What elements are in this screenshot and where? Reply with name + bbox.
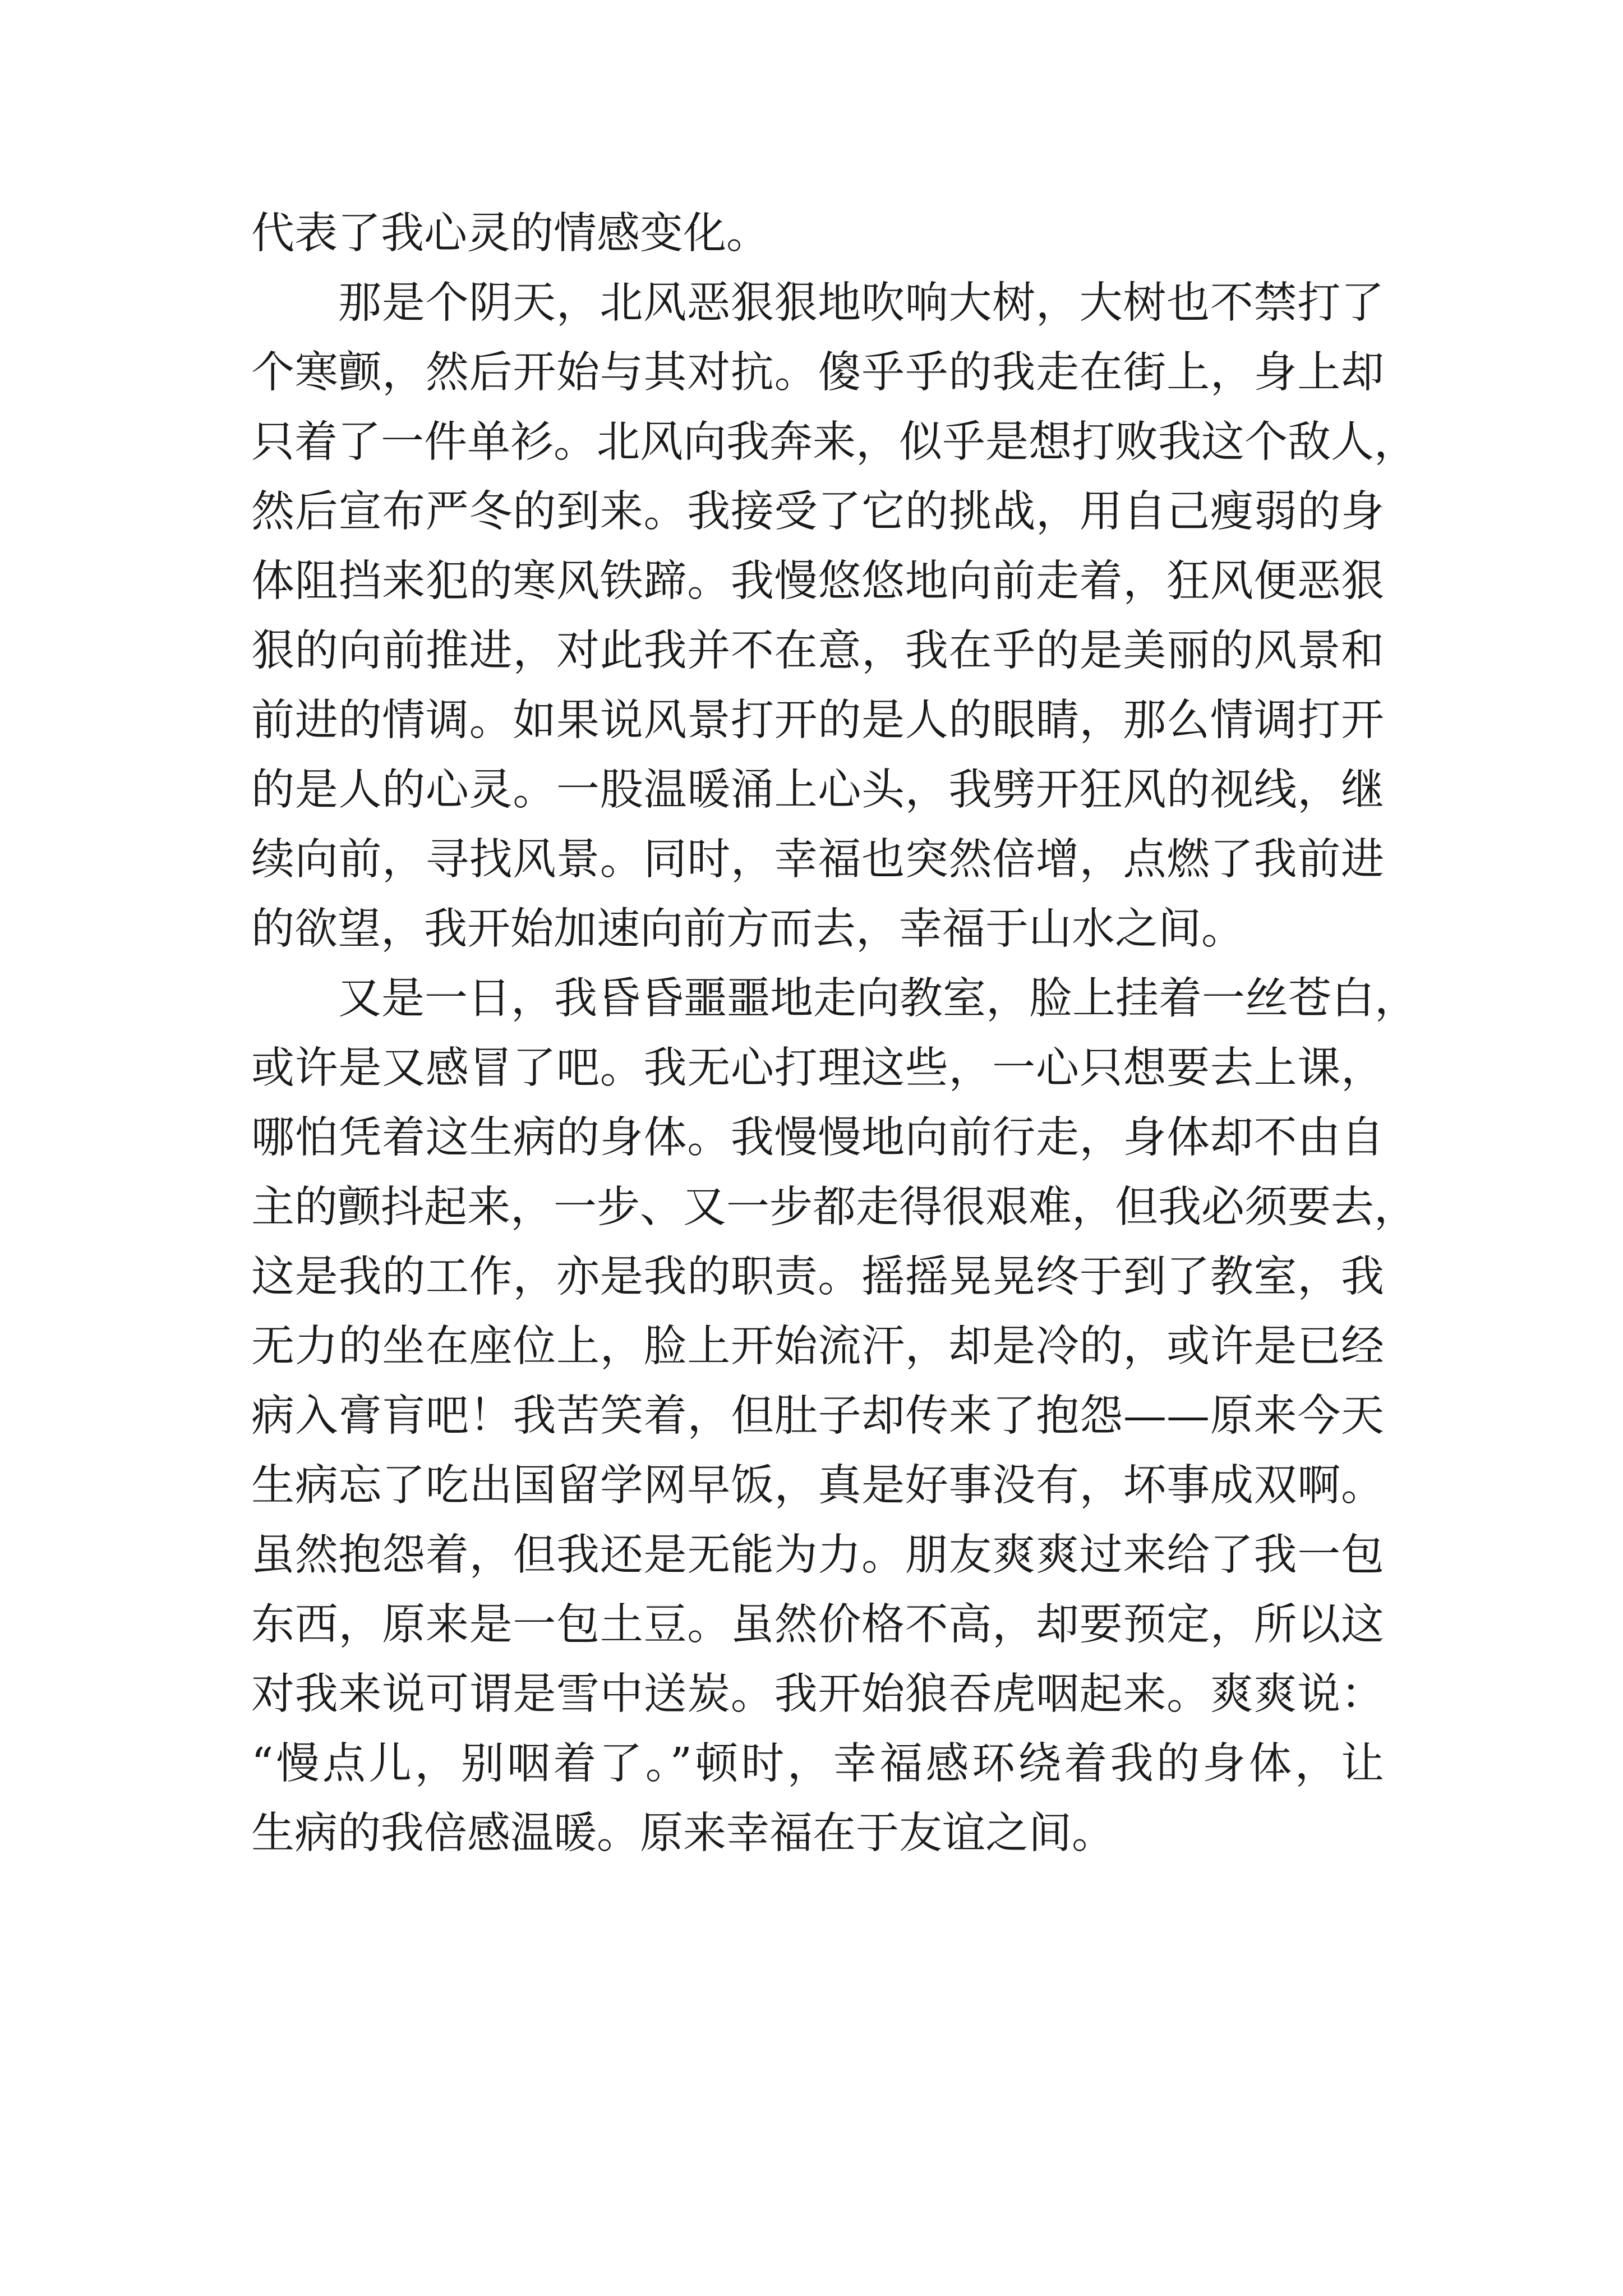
text-line: 东西，原来是一包土豆。虽然价格不高，却要预定，所以这 xyxy=(251,1600,1384,1650)
text-line: 代表了我心灵的情感变化。 xyxy=(251,209,769,259)
text-line: 虽然抱怨着，但我还是无能为力。朋友爽爽过来给了我一包 xyxy=(251,1530,1384,1580)
text-line: 的是人的心灵。一股温暖涌上心头，我劈开狂风的视线，继 xyxy=(251,765,1384,815)
text-line: 哪怕凭着这生病的身体。我慢慢地向前行走，身体却不由自 xyxy=(251,1113,1384,1163)
text-line: 前进的情调。如果说风景打开的是人的眼睛，那么情调打开 xyxy=(251,696,1384,746)
text-line: 个寒颤，然后开始与其对抗。傻乎乎的我走在街上，身上却 xyxy=(251,348,1384,398)
paragraph-first-line: 又是一日，我昏昏噩噩地走向教室，脸上挂着一丝苍白， xyxy=(338,974,1418,1024)
text-line: 体阻挡来犯的寒风铁蹄。我慢悠悠地向前走着，狂风便恶狠 xyxy=(251,556,1384,606)
text-line: 主的颤抖起来，一步、又一步都走得很艰难，但我必须要去， xyxy=(251,1182,1417,1232)
text-line: “慢点儿，别咽着了。”顿时，幸福感环绕着我的身体，让 xyxy=(251,1739,1384,1789)
text-line: 续向前，寻找风景。同时，幸福也突然倍增，点燃了我前进 xyxy=(251,835,1384,885)
text-line: 然后宣布严冬的到来。我接受了它的挑战，用自己瘦弱的身 xyxy=(251,487,1384,537)
text-line: 对我来说可谓是雪中送炭。我开始狼吞虎咽起来。爽爽说： xyxy=(251,1669,1384,1719)
text-line: 只着了一件单衫。北风向我奔来，似乎是想打败我这个敌人， xyxy=(251,417,1417,467)
text-line: 的欲望，我开始加速向前方而去，幸福于山水之间。 xyxy=(251,904,1244,954)
text-line: 生病的我倍感温暖。原来幸福在于友谊之间。 xyxy=(251,1809,1115,1858)
text-line: 狠的向前推进，对此我并不在意，我在乎的是美丽的风景和 xyxy=(251,626,1384,676)
text-line: 这是我的工作，亦是我的职责。摇摇晃晃终于到了教室，我 xyxy=(251,1252,1384,1302)
paragraph-first-line: 那是个阴天，北风恶狠狠地吹响大树，大树也不禁打了 xyxy=(338,278,1384,328)
body-text xyxy=(251,199,1418,1869)
text-line: 病入膏肓吧！我苦笑着，但肚子却传来了抱怨——原来今天 xyxy=(251,1391,1384,1441)
text-line: 无力的坐在座位上，脸上开始流汗，却是冷的，或许是已经 xyxy=(251,1322,1384,1372)
text-line: 或许是又感冒了吧。我无心打理这些，一心只想要去上课， xyxy=(251,1043,1384,1093)
text-line: 生病忘了吃出国留学网早饭，真是好事没有，坏事成双啊。 xyxy=(251,1461,1384,1511)
